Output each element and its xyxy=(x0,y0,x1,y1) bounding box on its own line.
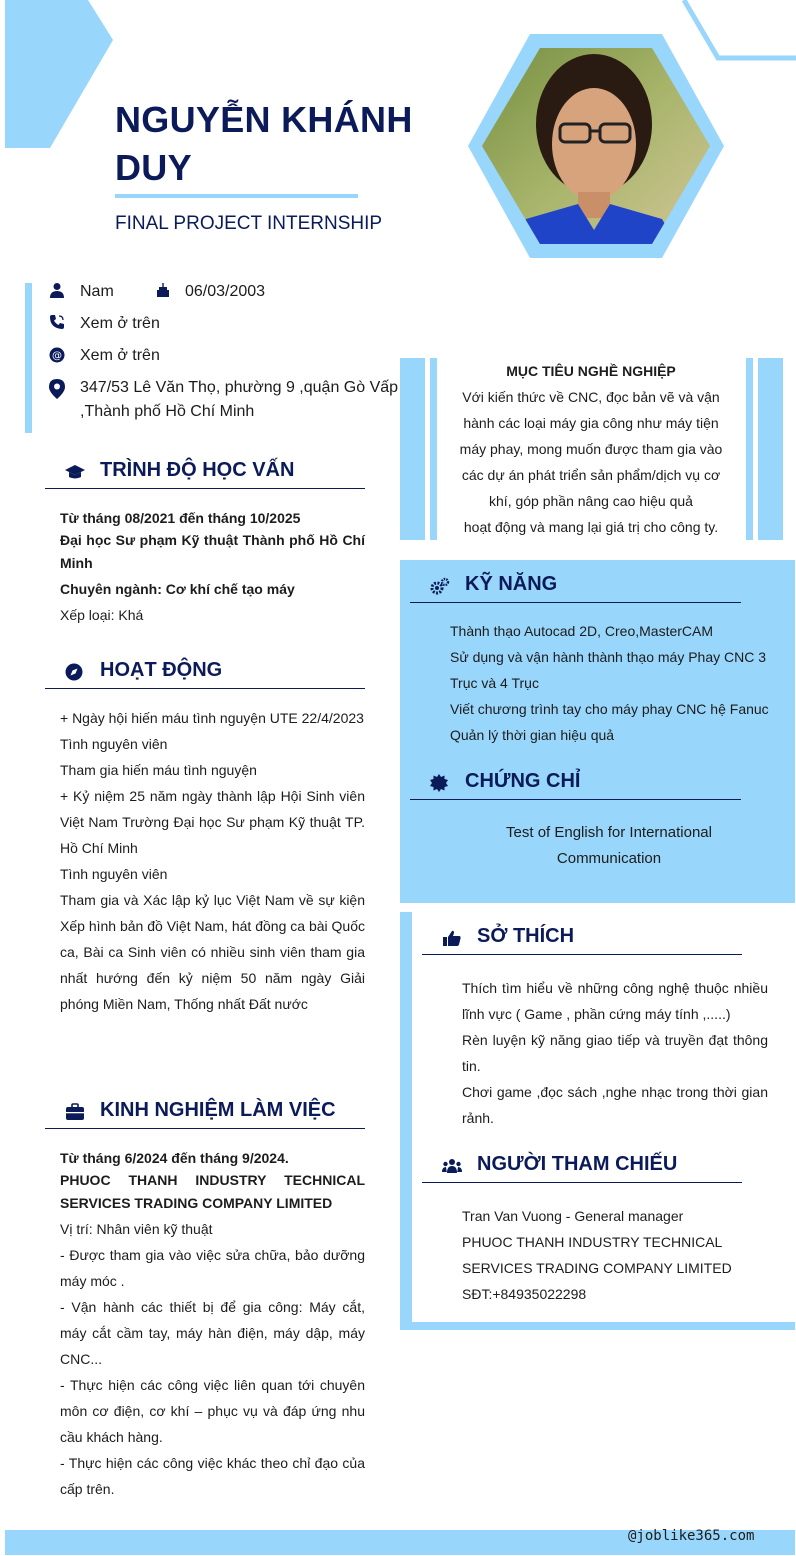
education-heading-text: TRÌNH ĐỘ HỌC VẤN xyxy=(100,459,295,481)
objective-bar-right-inner xyxy=(746,358,753,540)
education-grade: Xếp loại: Khá xyxy=(60,607,144,623)
reference-company-line-1: PHUOC THANH INDUSTRY TECHNICAL xyxy=(462,1234,723,1250)
education-heading xyxy=(45,457,365,489)
activity-item: + Kỷ niệm 25 năm ngày thành lập Hội Sinh viên Việt Nam Trường Đại học Sư phạm Kỹ thuật TP. Hồ Chí Minh xyxy=(60,788,365,856)
duty-item: - Được tham gia vào việc sửa chữa, bảo dưỡng máy móc . xyxy=(60,1247,365,1289)
references-block xyxy=(462,1203,768,1307)
phone-text: Xem ở trên xyxy=(80,315,160,332)
cv-subtitle: FINAL PROJECT INTERNSHIP xyxy=(115,213,383,234)
reference-name: Tran Van Vuong - General manager xyxy=(462,1208,684,1224)
activity-item: Tham gia hiến máu tình nguyện xyxy=(60,762,257,778)
phone-icon xyxy=(49,314,65,330)
skill-item: Thành thạo Autocad 2D, Creo,MasterCAM xyxy=(450,623,714,639)
email-at-icon xyxy=(49,347,65,363)
compass-icon xyxy=(65,663,85,681)
activities-heading-text: HOẠT ĐỘNG xyxy=(100,659,223,681)
activity-item: Tham gia và Xác lập kỷ lục Việt Nam về sự kiện Xếp hình bản đồ Việt Nam, hát đồng ca bài Quốc ca, Bài ca Sinh viên có nhiều sinh viên tham gia nhất hướng đến kỷ niệm 50 năm ngày Giải phóng Miền Nam, Thống nhất Đất nước xyxy=(60,892,365,1012)
duty-item: - Thực hiện các công việc khác theo chỉ đạo của cấp trên. xyxy=(60,1455,365,1497)
activity-item: Tình nguyên viên xyxy=(60,736,168,752)
hobbies-heading-text: SỞ THÍCH xyxy=(477,925,575,947)
objective-line: Với kiến thức về CNC, đọc bản vẽ và vận xyxy=(462,389,720,405)
birthday-cake-icon xyxy=(155,282,171,298)
experience-heading-text: KINH NGHIỆM LÀM VIỆC xyxy=(100,1099,336,1121)
experience-period: Từ tháng 6/2024 đến tháng 9/2024. xyxy=(60,1150,289,1166)
graduation-cap-icon xyxy=(65,463,85,481)
objective-title: MỤC TIÊU NGHỀ NGHIỆP xyxy=(506,363,676,379)
activities-heading xyxy=(45,657,365,689)
hobby-item: Thích tìm hiểu về những công nghệ thuộc nhiều lĩnh vực ( Game , phần cứng máy tính ,.....) xyxy=(462,980,768,1022)
name-underline xyxy=(115,194,358,198)
education-major: Chuyên ngành: Cơ khí chế tạo máy xyxy=(60,581,295,597)
svg-text:@: @ xyxy=(52,350,62,362)
hobby-item: Rèn luyện kỹ năng giao tiếp và truyền đạt thông tin. xyxy=(462,1032,768,1074)
skill-item: Viết chương trình tay cho máy phay CNC hệ Fanuc xyxy=(450,701,769,717)
hobbies-heading xyxy=(422,923,742,955)
address-line-1: 347/53 Lê Văn Thọ, phường 9 ,quận Gò Vấp xyxy=(80,379,399,396)
thumbs-up-icon xyxy=(442,929,462,947)
skills-heading xyxy=(410,571,741,603)
activity-item: Tình nguyên viên xyxy=(60,866,168,882)
education-school: Đại học Sư phạm Kỹ thuật Thành phố Hồ Chí Minh xyxy=(60,532,365,571)
certificate-item: Test of English for International Communication xyxy=(506,824,712,867)
birthday-text: 06/03/2003 xyxy=(185,283,266,300)
contact-accent-bar xyxy=(25,283,32,433)
references-heading-text: NGƯỜI THAM CHIẾU xyxy=(477,1153,678,1175)
objective-line: các dự án phát triển sản phẩm/dịch vụ cơ xyxy=(461,467,721,483)
objective-bar-left-inner xyxy=(430,358,437,540)
references-heading xyxy=(422,1151,742,1183)
person-icon xyxy=(49,282,65,298)
skills-list xyxy=(450,618,772,748)
users-group-icon xyxy=(442,1157,462,1175)
skill-item: Quản lý thời gian hiệu quả xyxy=(450,727,615,743)
certificates-heading-text: CHỨNG CHỈ xyxy=(465,770,581,792)
objective-line: hành các loại máy gia công như máy tiện xyxy=(463,415,719,431)
gears-icon xyxy=(430,577,450,595)
skills-heading-text: KỸ NĂNG xyxy=(465,573,558,595)
experience-duties xyxy=(60,1242,365,1502)
objective-line: khí, góp phần nâng cao hiệu quả xyxy=(489,493,693,509)
experience-company: PHUOC THANH INDUSTRY TECHNICAL SERVICES TRADING COMPANY LIMITED xyxy=(60,1172,365,1211)
education-period: Từ tháng 08/2021 đến tháng 10/2025 xyxy=(60,510,301,526)
footer-site: @joblike365.com xyxy=(628,1528,755,1544)
candidate-name: NGUYỄN KHÁNH DUY xyxy=(115,99,413,188)
hobbies-list xyxy=(462,975,768,1131)
hobby-item: Chơi game ,đọc sách ,nghe nhạc trong thời gian rảnh. xyxy=(462,1084,768,1126)
corner-decoration-left xyxy=(0,0,120,150)
objective-bar-right-outer xyxy=(758,358,783,540)
duty-item: - Thực hiện các công việc liên quan tới chuyên môn cơ điện, cơ khí – phục vụ và đáp ứng nhu cầu khách hàng. xyxy=(60,1377,365,1445)
location-pin-icon xyxy=(49,379,65,399)
certificates-heading xyxy=(410,768,741,800)
experience-position: Vị trí: Nhân viên kỹ thuật xyxy=(60,1221,213,1237)
certificate-badge-icon xyxy=(430,774,450,792)
duty-item: - Vận hành các thiết bị để gia công: Máy cắt, máy cắt cầm tay, máy hàn điện, máy dập, máy CNC... xyxy=(60,1299,365,1367)
experience-heading xyxy=(45,1097,365,1129)
objective-bar-left-outer xyxy=(400,358,425,540)
objective-line: máy phay, mong muốn được tham gia vào xyxy=(459,441,723,457)
profile-photo xyxy=(466,34,726,260)
gender-text: Nam xyxy=(80,283,114,300)
activities-list xyxy=(60,705,365,1017)
reference-phone: SĐT:+84935022298 xyxy=(462,1286,587,1302)
address-line-2: ,Thành phố Hồ Chí Minh xyxy=(80,403,255,420)
briefcase-icon xyxy=(65,1103,85,1121)
reference-company-line-2: SERVICES TRADING COMPANY LIMITED xyxy=(462,1260,732,1276)
objective-line: hoạt động và mang lại giá trị cho công ty. xyxy=(463,519,719,535)
objective-text xyxy=(458,384,724,540)
activity-item: + Ngày hội hiến máu tình nguyện UTE 22/4/2023 xyxy=(60,710,364,726)
email-text: Xem ở trên xyxy=(80,347,160,364)
skill-item: Sử dụng và vận hành thành thạo máy Phay CNC 3 Trục và 4 Trục xyxy=(450,649,767,691)
